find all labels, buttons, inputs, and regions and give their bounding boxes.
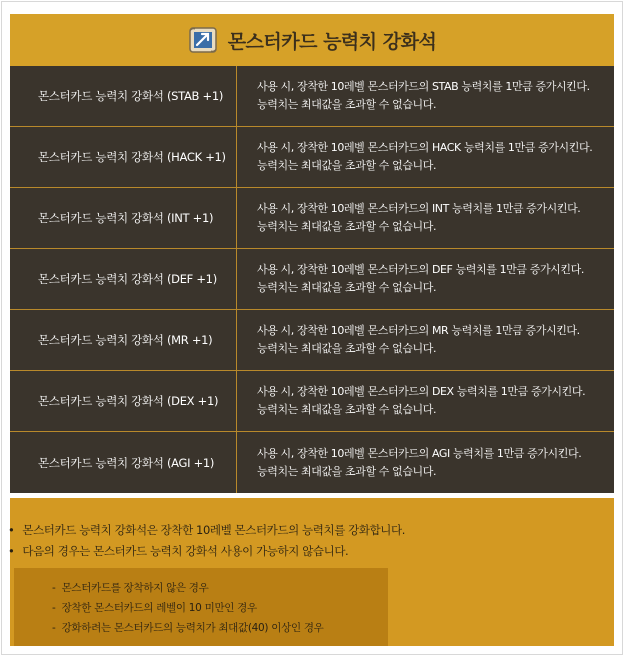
table-row <box>10 310 614 371</box>
item-name: 몬스터카드 능력치 강화석 (DEF +1) <box>10 249 237 309</box>
bullet-icon: • <box>8 523 15 537</box>
item-description <box>237 249 614 309</box>
item-desc-line: 사용 시, 장착한 10레벨 몬스터카드의 STAB 능력치를 1만큼 증가시킨다. <box>257 80 590 93</box>
item-desc-line: 사용 시, 장착한 10레벨 몬스터카드의 MR 능력치를 1만큼 증가시킨다. <box>257 324 580 337</box>
item-description <box>237 188 614 248</box>
notes-panel <box>10 498 614 646</box>
bullet-icon: • <box>8 544 15 558</box>
item-name: 몬스터카드 능력치 강화석 (AGI +1) <box>10 432 237 493</box>
item-desc-line: 사용 시, 장착한 10레벨 몬스터카드의 HACK 능력치를 1만큼 증가시킨다. <box>257 141 593 154</box>
table-row <box>10 127 614 188</box>
item-desc-line: 능력치는 최대값을 초과할 수 없습니다. <box>257 464 437 478</box>
item-name: 몬스터카드 능력치 강화석 (DEX +1) <box>10 371 237 431</box>
note-text: 몬스터카드 능력치 강화석은 장착한 10레벨 몬스터카드의 능력치를 강화합니다. <box>22 523 405 537</box>
item-description <box>237 127 614 187</box>
note-text: 다음의 경우는 몬스터카드 능력치 강화석 사용이 가능하지 않습니다. <box>22 544 349 558</box>
item-desc-line: 능력치는 최대값을 초과할 수 없습니다. <box>257 159 437 172</box>
item-desc-line: 사용 시, 장착한 10레벨 몬스터카드의 INT 능력치를 1만큼 증가시킨다. <box>257 202 581 215</box>
table-row <box>10 432 614 493</box>
condition-item <box>52 600 257 615</box>
item-description <box>237 432 614 493</box>
item-desc-line: 능력치는 최대값을 초과할 수 없습니다. <box>257 220 437 233</box>
dash-icon: - <box>52 622 56 634</box>
table-row <box>10 371 614 432</box>
table-row <box>10 188 614 249</box>
enhance-stone-icon <box>188 25 218 55</box>
condition-text: 몬스터카드를 장착하지 않은 경우 <box>61 582 209 594</box>
item-desc-line: 능력치는 최대값을 초과할 수 없습니다. <box>257 342 437 355</box>
note-line <box>8 522 405 538</box>
item-desc-line: 능력치는 최대값을 초과할 수 없습니다. <box>257 281 437 294</box>
item-name: 몬스터카드 능력치 강화석 (MR +1) <box>10 310 237 370</box>
condition-item <box>52 620 324 635</box>
conditions-box <box>14 568 388 646</box>
item-description <box>237 310 614 370</box>
page-title: 몬스터카드 능력치 강화석 <box>227 30 437 53</box>
item-desc-line: 사용 시, 장착한 10레벨 몬스터카드의 DEF 능력치를 1만큼 증가시킨다. <box>257 263 584 276</box>
note-line <box>8 543 348 559</box>
item-description <box>237 66 614 126</box>
item-name: 몬스터카드 능력치 강화석 (STAB +1) <box>10 66 237 126</box>
condition-text: 강화하려는 몬스터카드의 능력치가 최대값(40) 이상인 경우 <box>61 622 324 634</box>
table-row <box>10 66 614 127</box>
item-desc-line: 사용 시, 장착한 10레벨 몬스터카드의 DEX 능력치를 1만큼 증가시킨다. <box>257 385 586 398</box>
dash-icon: - <box>52 602 56 614</box>
page-header <box>10 14 614 66</box>
item-desc-line: 능력치는 최대값을 초과할 수 없습니다. <box>257 403 437 416</box>
item-desc-line: 사용 시, 장착한 10레벨 몬스터카드의 AGI 능력치를 1만큼 증가시킨다. <box>257 446 582 460</box>
dash-icon: - <box>52 582 56 594</box>
table-row <box>10 249 614 310</box>
item-description <box>237 371 614 431</box>
enhance-stone-table <box>10 66 614 493</box>
item-desc-line: 능력치는 최대값을 초과할 수 없습니다. <box>257 98 437 111</box>
condition-item <box>52 580 209 595</box>
item-name: 몬스터카드 능력치 강화석 (INT +1) <box>10 188 237 248</box>
item-name: 몬스터카드 능력치 강화석 (HACK +1) <box>10 127 237 187</box>
condition-text: 장착한 몬스터카드의 레벨이 10 미만인 경우 <box>61 602 257 614</box>
